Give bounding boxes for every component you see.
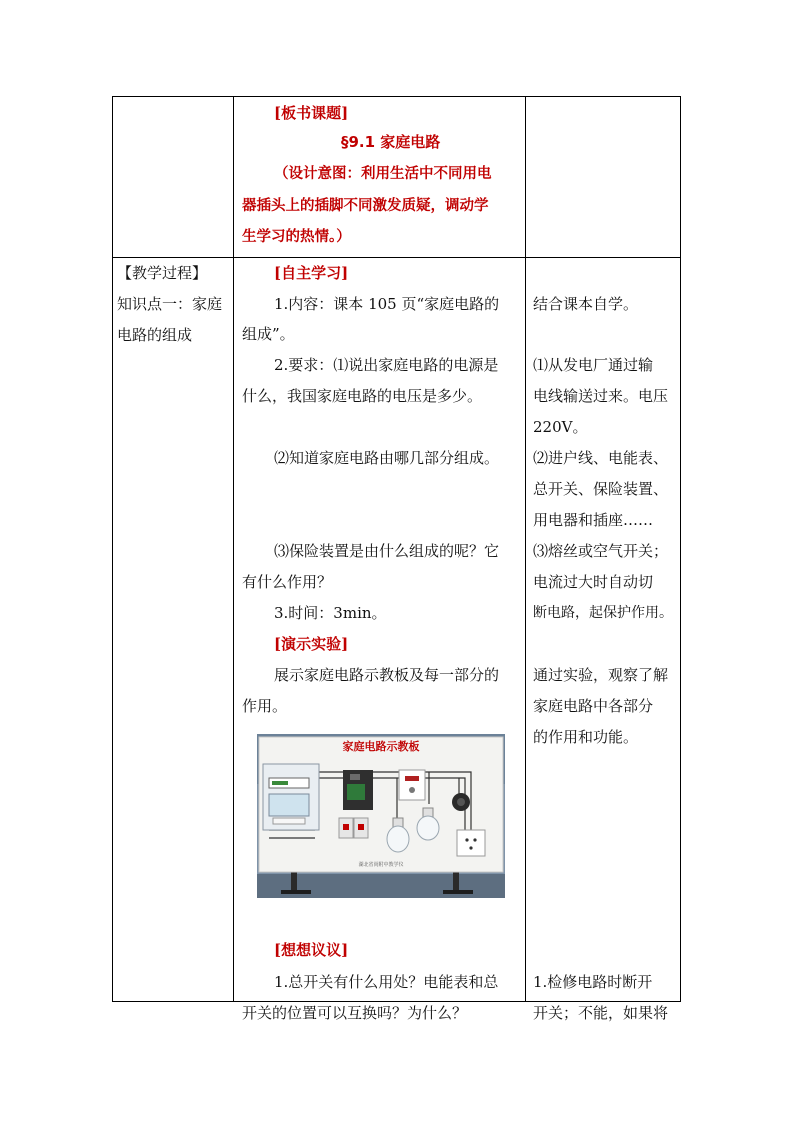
- table-row: [113, 97, 681, 258]
- answer-text: ⑶熔丝或空气开关；: [533, 542, 669, 560]
- answer-text: 电线输送过来。电压: [533, 387, 669, 405]
- demo-text: 作用。: [242, 697, 288, 715]
- content-text: 1.内容：课本 105 页“家庭电路的: [274, 295, 500, 313]
- answer-text: ⑴从发电厂通过输: [533, 356, 654, 374]
- board-footer-label: 湖北省尚附中教学仪: [358, 862, 404, 868]
- activity-text: 结合课本自学。: [533, 295, 639, 313]
- demo-text: 展示家庭电路示教板及每一部分的: [274, 666, 500, 684]
- answer-text: 开关；不能，如果将: [533, 1004, 669, 1022]
- circuit-board-photo: [257, 734, 505, 898]
- content-text: 组成”。: [242, 325, 295, 343]
- section-title: §9.1 家庭电路: [341, 133, 441, 151]
- content-cell: [234, 258, 526, 1022]
- process-label: 【教学过程】: [117, 264, 208, 282]
- activity-text: 的作用和功能。: [533, 728, 639, 746]
- time-text: 3.时间：3min。: [274, 604, 387, 622]
- design-intent-line: 生学习的热情。）: [242, 228, 351, 245]
- knowledge-point-label: 电路的组成: [117, 326, 193, 344]
- requirement-text: ⑵知道家庭电路由哪几部分组成。: [274, 449, 500, 467]
- answer-text: 电流过大时自动切: [533, 573, 654, 591]
- student-activity-cell: [526, 258, 681, 1022]
- question-text: 开关的位置可以互换吗？为什么？: [242, 1004, 468, 1022]
- requirement-text: ⑶保险装置是由什么组成的呢？它: [274, 542, 500, 560]
- answer-text: 220V。: [533, 418, 588, 436]
- knowledge-point-label: 知识点一：家庭: [117, 295, 223, 313]
- board-title-tag: [板书课题]: [274, 104, 349, 122]
- process-cell: [113, 258, 234, 1002]
- requirement-text: 有什么作用？: [242, 573, 333, 591]
- requirement-text: 什么，我国家庭电路的电压是多少。: [242, 387, 483, 405]
- answer-text: 总开关、保险装置、: [533, 480, 669, 498]
- board-title-label: 家庭电路示教板: [342, 740, 420, 753]
- answer-text: 1.检修电路时断开: [533, 973, 653, 991]
- board-title-cell: [234, 97, 526, 258]
- design-intent-line: 器插头上的插脚不同激发质疑，调动学: [242, 197, 489, 214]
- discuss-tag: [想想议议]: [274, 941, 349, 959]
- activity-text: 家庭电路中各部分: [533, 697, 654, 715]
- answer-text: ⑵进户线、电能表、: [533, 449, 669, 467]
- table-row: [113, 258, 681, 1002]
- answer-text: 断电路，起保护作用。: [533, 605, 673, 621]
- self-study-tag: [自主学习]: [274, 264, 349, 282]
- question-text: 1.总开关有什么用处？电能表和总: [274, 973, 499, 991]
- empty-cell: [526, 97, 681, 258]
- empty-cell: [113, 97, 234, 258]
- activity-text: 通过实验，观察了解: [533, 666, 669, 684]
- requirement-text: 2.要求：⑴说出家庭电路的电源是: [274, 356, 499, 374]
- lesson-plan-table: [112, 96, 681, 1022]
- design-intent-line: （设计意图：利用生活中不同用电: [274, 165, 492, 182]
- answer-text: 用电器和插座……: [533, 511, 654, 529]
- demo-tag: [演示实验]: [274, 635, 349, 653]
